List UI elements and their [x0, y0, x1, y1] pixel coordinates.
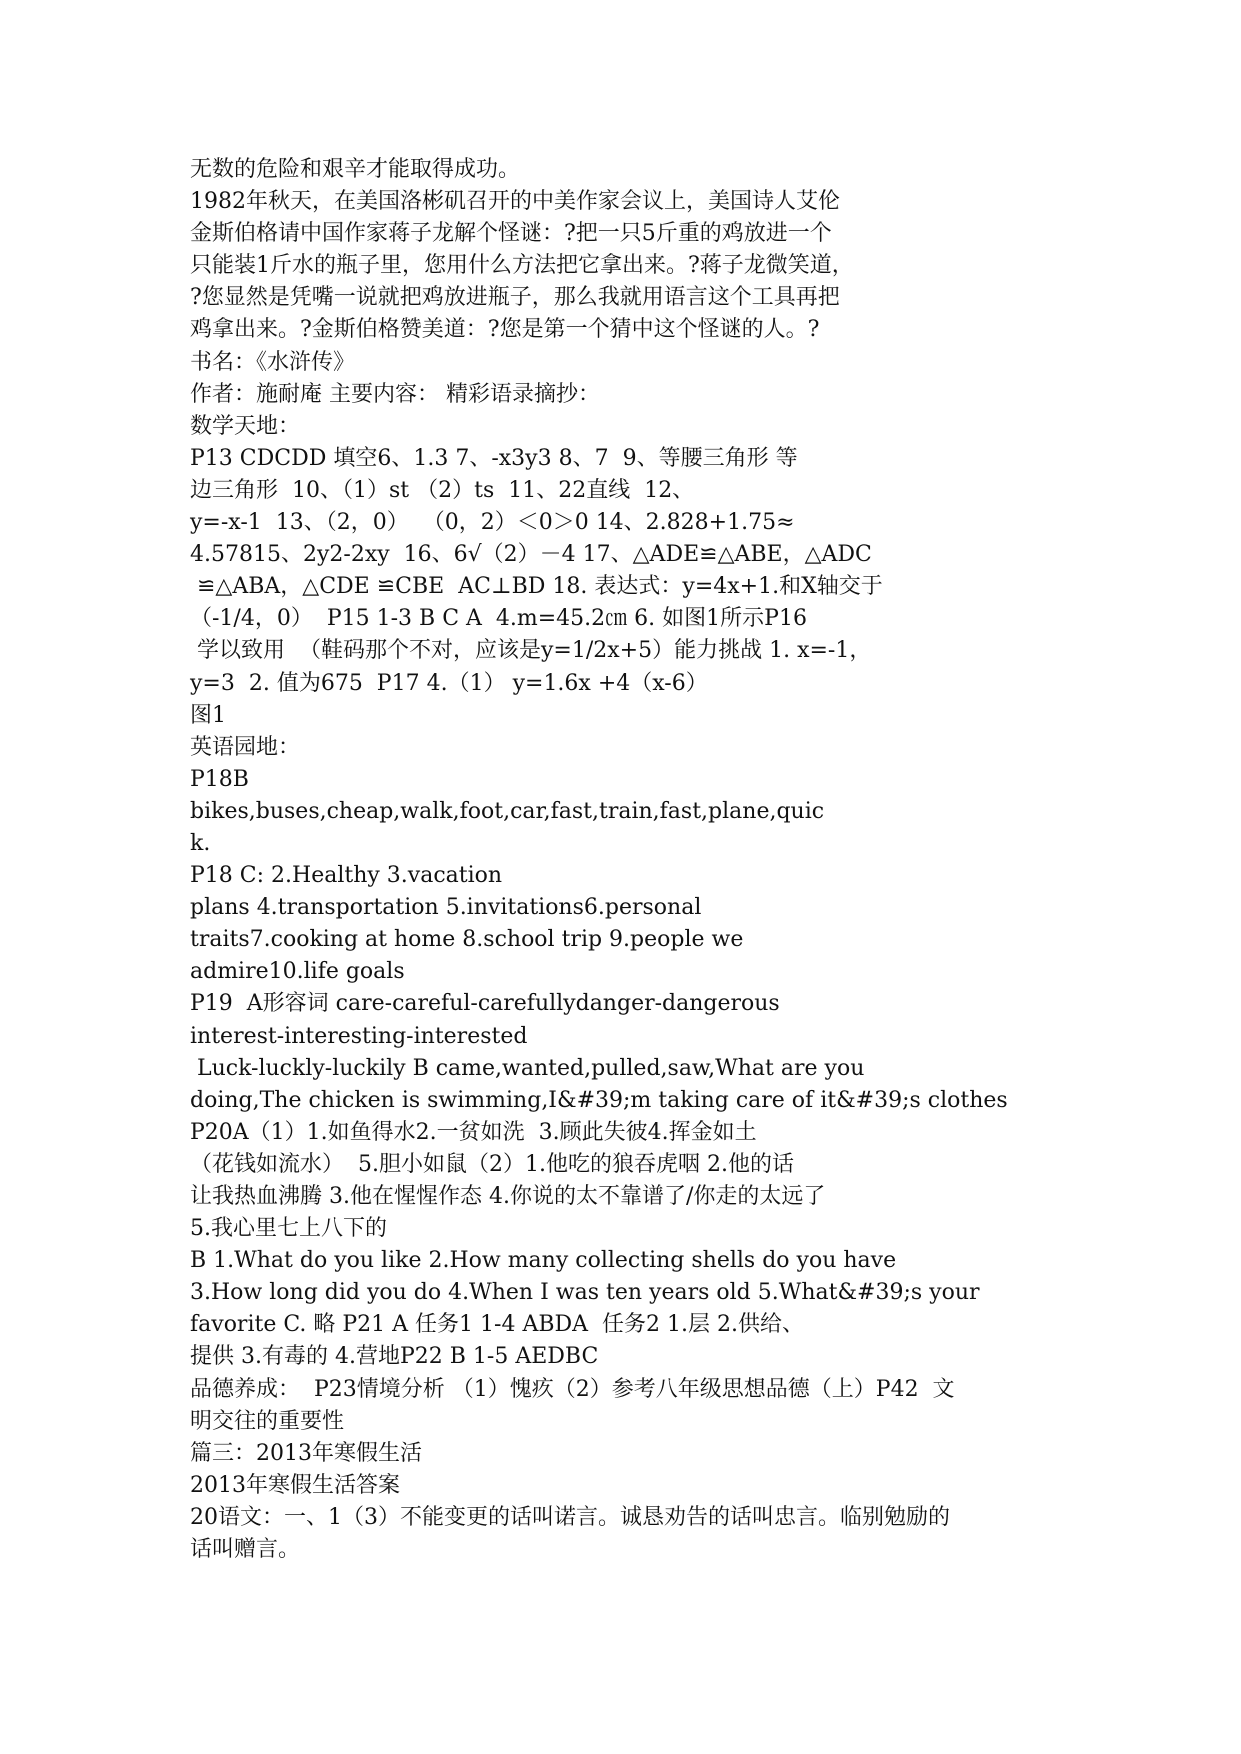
text-line: 1982年秋天，在美国洛彬矶召开的中美作家会议上，美国诗人艾伦 [190, 189, 840, 215]
text-line: ≌△ABA，△CDE ≌CBE AC⊥BD 18. 表达式：y=4x+1.和X轴交于 [190, 574, 883, 600]
text-line: P20A（1）1.如鱼得水2.一贫如洗 3.顾此失彼4.挥金如土 [190, 1119, 757, 1145]
text-line: 学以致用 （鞋码那个不对，应该是y=1/2x+5）能力挑战 1. x=-1， [190, 638, 872, 664]
text-line: 让我热血沸腾 3.他在惺惺作态 4.你说的太不靠谱了/你走的太远了 [190, 1184, 826, 1209]
text-line: （花钱如流水） 5.胆小如鼠（2）1.他吃的狼吞虎咽 2.他的话 [190, 1151, 794, 1177]
text-line: 20语文：一、1（3）不能变更的话叫诺言。诚恳劝告的话叫忠言。临别勉励的 [190, 1504, 950, 1530]
text-line: interest-interesting-interested [190, 1023, 528, 1049]
text-line: 金斯伯格请中国作家蒋子龙解个怪谜：?把一只5斤重的鸡放进一个 [190, 221, 832, 247]
text-line: 无数的危险和艰辛才能取得成功。 [190, 157, 521, 182]
text-line: 提供 3.有毒的 4.营地P22 B 1-5 AEDBC [190, 1344, 599, 1370]
text-line: doing,The chicken is swimming,I&#39;m taking care of it&#39;s clothes [190, 1087, 1008, 1113]
text-line: ?您显然是凭嘴一说就把鸡放进瓶子，那么我就用语言这个工具再把 [190, 285, 840, 311]
text-line: 3.How long did you do 4.When I was ten years old 5.What&#39;s your [190, 1280, 980, 1306]
text-line: 4.57815、2y2-2xy 16、6√（2）－4 17、△ADE≌△ABE，△ADC [190, 542, 872, 568]
text-line: 篇三：2013年寒假生活 [190, 1440, 422, 1466]
text-line: 5.我心里七上八下的 [190, 1216, 387, 1242]
text-line: 书名：《水浒传》 [190, 349, 356, 375]
document-text [190, 154, 1090, 1566]
text-line: B 1.What do you like 2.How many collecting shells do you have [190, 1248, 897, 1274]
text-line: 2013年寒假生活答案 [190, 1472, 400, 1498]
text-line: 作者：施耐庵 主要内容： 精彩语录摘抄： [190, 381, 600, 407]
text-line: bikes,buses,cheap,walk,foot,car,fast,train,fast,plane,quic [190, 798, 825, 824]
text-line: 英语园地： [190, 734, 301, 760]
text-line: 鸡拿出来。?金斯伯格赞美道：?您是第一个猜中这个怪谜的人。? [190, 317, 820, 343]
text-line: P18B [190, 766, 249, 792]
text-line: traits7.cooking at home 8.school trip 9.people we [190, 927, 744, 953]
text-line: y=-x-1 13、（2，0） （0，2）＜0＞0 14、2.828+1.75≈ [190, 510, 795, 536]
text-line: P18 C: 2.Healthy 3.vacation [190, 863, 503, 889]
text-line: P13 CDCDD 填空6、1.3 7、-x3y3 8、7 9、等腰三角形 等 [190, 445, 798, 471]
text-line: 话叫赠言。 [190, 1537, 301, 1563]
text-line: y=3 2. 值为675 P17 4.（1） y=1.6x +4（x-6） [190, 670, 708, 696]
text-line: 数学天地： [190, 413, 301, 439]
text-line: P19 A形容词 care-careful-carefullydanger-dangerous [190, 991, 780, 1017]
text-line: admire10.life goals [190, 959, 405, 985]
text-line: 图1 [190, 702, 226, 728]
text-line: plans 4.transportation 5.invitations6.personal [190, 895, 702, 921]
text-line: （-1/4，0） P15 1-3 B C A 4.m=45.2㎝ 6. 如图1所示P16 [190, 606, 807, 632]
text-line: 明交往的重要性 [190, 1408, 345, 1434]
text-line: 边三角形 10、（1）st （2）ts 11、22直线 12、 [190, 477, 695, 503]
text-line: 品德养成： P23情境分析 （1）愧疚（2）参考八年级思想品德（上）P42 文 [190, 1376, 955, 1402]
text-line: favorite C. 略 P21 A 任务1 1-4 ABDA 任务2 1.层 2.供给、 [190, 1312, 804, 1338]
text-line: 只能装1斤水的瓶子里，您用什么方法把它拿出来。?蒋子龙微笑道， [190, 253, 854, 279]
text-line: Luck-luckly-luckily B came,wanted,pulled,saw,What are you [190, 1055, 865, 1081]
text-line: k. [190, 830, 211, 856]
